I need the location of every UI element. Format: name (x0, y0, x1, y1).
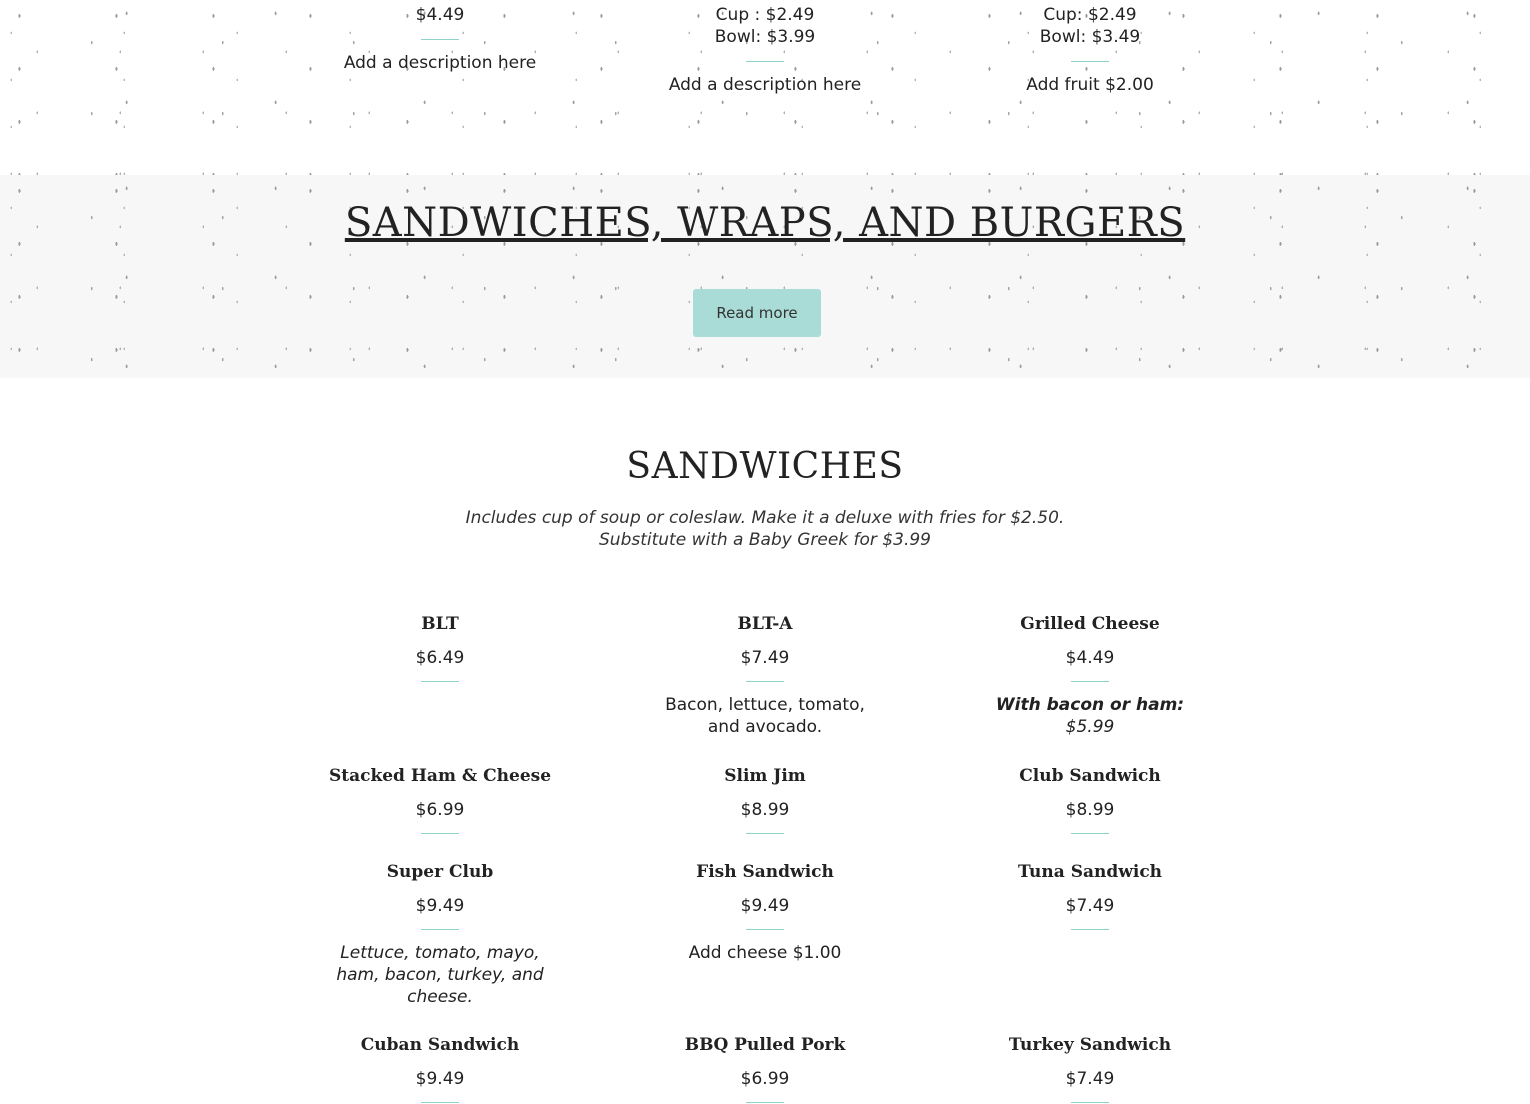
item-name: Tuna Sandwich (1017, 862, 1163, 882)
item-divider (421, 681, 459, 682)
item-name: BBQ Pulled Pork (684, 1035, 846, 1055)
item-divider (1071, 929, 1109, 930)
menu-item-turkey-sandwich (960, 1034, 1220, 1103)
item-divider (421, 39, 459, 40)
item-name: Cuban Sandwich (360, 1035, 520, 1055)
top-item-1 (310, 4, 570, 74)
item-price: $4.49 (1065, 648, 1115, 668)
item-price-cup: Cup: $2.49 (1043, 5, 1137, 25)
item-price: $7.49 (1065, 896, 1115, 916)
item-price: $9.49 (740, 896, 790, 916)
item-divider (1071, 681, 1109, 682)
menu-item-slim-jim (635, 765, 895, 834)
item-divider (746, 1102, 784, 1103)
item-price: $6.49 (415, 648, 465, 668)
item-description: Add cheese $1.00 (688, 943, 842, 963)
item-name: Fish Sandwich (696, 862, 834, 882)
item-price: $9.49 (415, 1069, 465, 1089)
menu-item-stacked-ham-cheese (310, 765, 570, 834)
menu-item-tuna-sandwich (960, 861, 1220, 930)
menu-item-super-club (310, 861, 570, 1008)
item-description-price: $5.99 (1065, 717, 1115, 737)
menu-item-bbq-pulled-pork (635, 1034, 895, 1103)
item-divider (421, 929, 459, 930)
menu-item-blt-a (635, 613, 895, 738)
item-description: Add a description here (343, 53, 537, 73)
item-description (960, 694, 1220, 738)
item-price: $6.99 (740, 1069, 790, 1089)
item-divider (1071, 1102, 1109, 1103)
item-price: $4.49 (415, 5, 465, 25)
item-price: $9.49 (415, 896, 465, 916)
item-name: Club Sandwich (1019, 766, 1161, 786)
item-price: $8.99 (1065, 800, 1115, 820)
item-name: Slim Jim (724, 766, 806, 786)
top-item-2 (635, 4, 895, 96)
item-name: Grilled Cheese (1020, 614, 1160, 634)
menu-item-grilled-cheese (960, 613, 1220, 738)
item-divider (746, 61, 784, 62)
hero-title[interactable]: SANDWICHES, WRAPS, AND BURGERS (344, 200, 1186, 246)
item-divider (746, 681, 784, 682)
item-description-bold: With bacon or ham: (995, 695, 1185, 715)
menu-item-club-sandwich (960, 765, 1220, 834)
item-divider (421, 833, 459, 834)
section-subtitle (0, 507, 1530, 551)
item-name: Super Club (386, 862, 494, 882)
section-title: SANDWICHES (626, 446, 904, 487)
item-divider (746, 929, 784, 930)
item-divider (746, 833, 784, 834)
item-description: Lettuce, tomato, mayo, ham, bacon, turkey, and cheese. (336, 943, 544, 1007)
item-price-cup: Cup : $2.49 (715, 5, 815, 25)
item-name: BLT (421, 614, 459, 634)
item-divider (1071, 833, 1109, 834)
item-price: $6.99 (415, 800, 465, 820)
item-price: $7.49 (740, 648, 790, 668)
item-price-bowl: Bowl: $3.99 (714, 27, 816, 47)
item-description: Bacon, lettuce, tomato, and avocado. (665, 695, 865, 737)
item-price: $7.49 (1065, 1069, 1115, 1089)
item-divider (1071, 61, 1109, 62)
item-description: Add a description here (668, 75, 862, 95)
item-name: Turkey Sandwich (1008, 1035, 1172, 1055)
read-more-button[interactable]: Read more (693, 289, 821, 337)
item-name: BLT-A (737, 614, 793, 634)
top-item-3 (960, 4, 1220, 96)
item-description: Add fruit $2.00 (1026, 75, 1154, 95)
menu-item-cuban-sandwich (310, 1034, 570, 1103)
item-price: $8.99 (740, 800, 790, 820)
section-subtitle-text: Includes cup of soup or coleslaw. Make it a deluxe with fries for $2.50. Substitute with a Baby Greek for $3.99 (465, 508, 1065, 550)
item-divider (421, 1102, 459, 1103)
menu-item-blt (310, 613, 570, 682)
item-price-bowl: Bowl: $3.49 (1039, 27, 1141, 47)
menu-item-fish-sandwich (635, 861, 895, 964)
item-name: Stacked Ham & Cheese (328, 766, 552, 786)
